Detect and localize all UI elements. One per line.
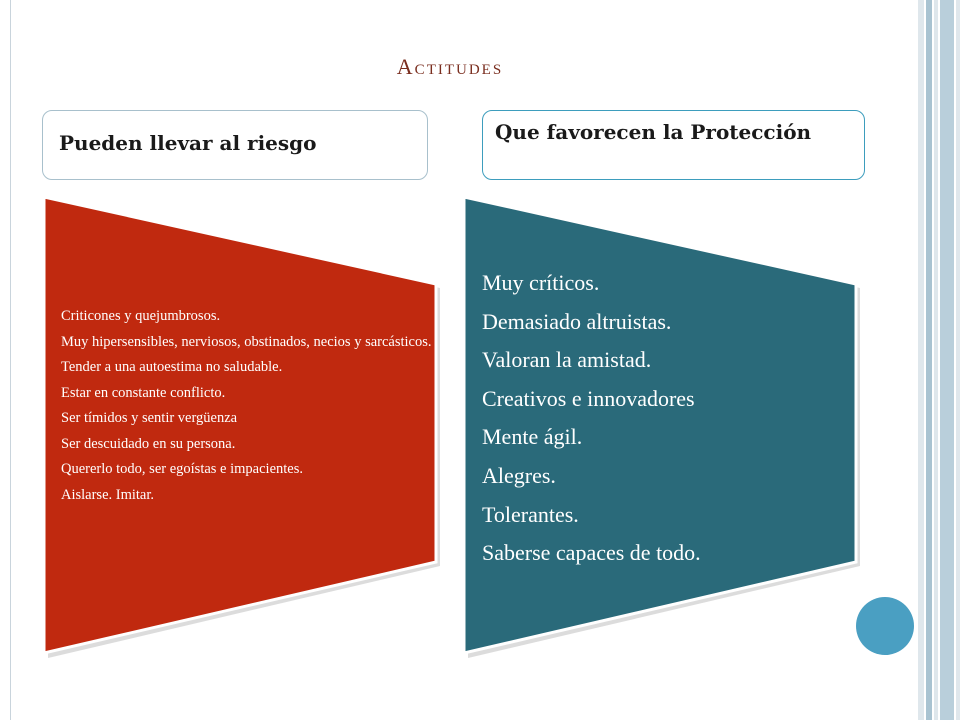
- protection-header: Que favorecen la Protección: [482, 110, 865, 180]
- protection-item: Saberse capaces de todo.: [482, 540, 701, 566]
- protection-list: [482, 268, 862, 577]
- risk-list: [61, 308, 433, 512]
- protection-item: Alegres.: [482, 462, 556, 488]
- protection-item: Valoran la amistad.: [482, 347, 652, 373]
- protection-item: Mente ágil.: [482, 424, 583, 450]
- risk-item: Muy hipersensibles, nerviosos, obstinados, necios y sarcásticos.: [61, 333, 432, 350]
- protection-item: Muy críticos.: [482, 270, 600, 295]
- risk-item: Tender a una autoestima no saludable.: [61, 359, 283, 375]
- protection-item: Tolerantes.: [482, 501, 579, 527]
- decorative-circle: [856, 597, 914, 655]
- risk-item: Ser tímidos y sentir vergüenza: [61, 410, 238, 426]
- risk-header: Pueden llevar al riesgo: [42, 110, 428, 180]
- risk-item: Ser descuidado en su persona.: [61, 435, 236, 452]
- risk-item: Quererlo todo, ser egoístas e impacientes.: [61, 461, 303, 477]
- risk-item: Criticones y quejumbrosos.: [61, 308, 221, 324]
- protection-item: Creativos e innovadores: [482, 385, 695, 411]
- protection-item: Demasiado altruistas.: [482, 308, 672, 334]
- slide-title: Actitudes: [396, 54, 504, 79]
- risk-item: Estar en constante conflicto.: [61, 384, 226, 401]
- risk-item: Aislarse. Imitar.: [61, 486, 155, 503]
